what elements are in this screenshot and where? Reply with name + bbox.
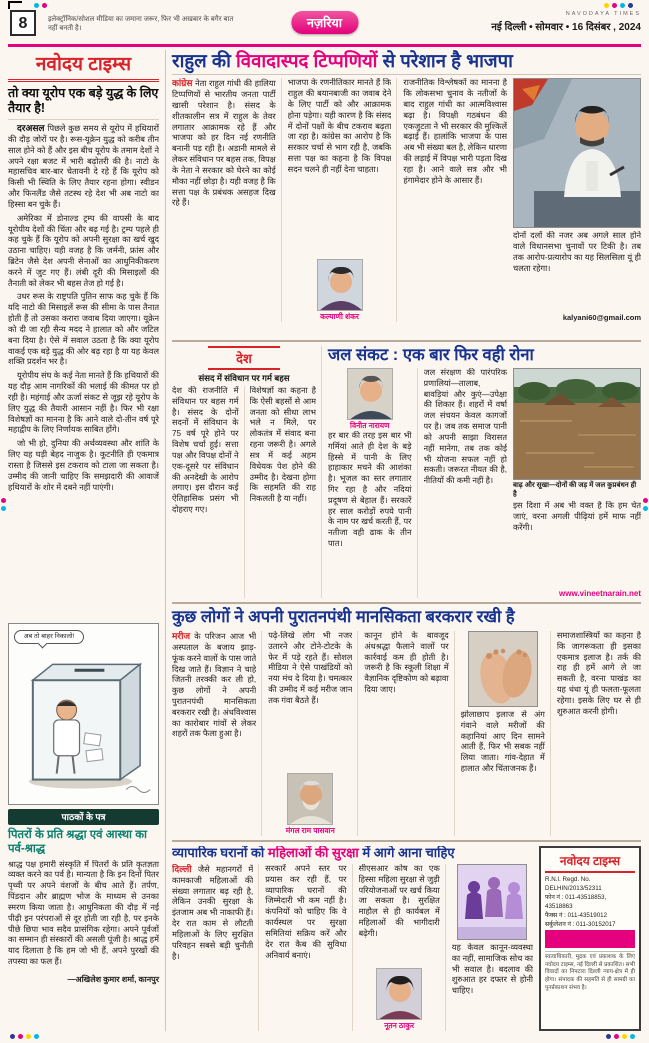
article3-lead-word: मरीज — [172, 630, 191, 641]
article4-headline-pre: व्यापारिक घरानों को — [172, 846, 268, 860]
imprint-phone: फोन नं : 011-43518853, 43518863 — [545, 893, 607, 910]
letters-body: श्राद्ध पक्ष हमारी संस्कृति में पितरों के प्रति कृतज्ञता व्यक्त करने का पर्व है। मान्यता है कि इन दिनों पितर पृथ्वी पर अपने वंशजों के बीच आते हैं। तर्पण, पिंडदान और ब्राह्मण भोज के माध्यम से उनका स्मरण किया जाता है। आधुनिकता की दौड़ में नई पीढ़ी इन परंपराओं से दूर होती जा रही है, पर इनके पीछे छिपा भाव सदैव प्रासंगिक रहेगा। अपने पूर्वजों का सम्मान ही संस्कारों की असली पूंजी है। श्राद्ध हमें याद दिलाता है कि हम जो भी हैं, अपने पुरखों की तपस्या का फल हैं। — [8, 859, 159, 967]
article1-text: दोनों दलों की नजर अब अगले साल होने वाले विधानसभा चुनावों पर टिकी है। तब तक आरोप-प्रत्यारोप का यह सिलसिला यूं ही चलता रहेगा। — [513, 231, 641, 273]
registration-dot — [1, 498, 6, 503]
desh-column-1 — [172, 386, 245, 598]
politician-photo — [513, 78, 641, 228]
article4-headline-post: में आगे आना चाहिए — [358, 846, 455, 860]
page-number: 8 — [10, 10, 36, 36]
main-content — [166, 50, 641, 1031]
letters-headline: पितरों के प्रति श्रद्धा एवं आस्था का पर्व-श्राद्ध — [8, 829, 148, 855]
registration-dot — [26, 1034, 31, 1039]
section-title: नज़रिया — [291, 11, 358, 34]
editorial-paragraph: जो भी हो, दुनिया की अर्थव्यवस्था और शांति के लिए यह घड़ी बेहद नाजुक है। कूटनीति ही एकमात्र रास्ता है जिससे इस टकराव को टाला जा सकता है। उम्मीद की जानी चाहिए कि समझदारी की आवाजें हथियारों के शोर में दबने नहीं पाएंगी। — [8, 439, 159, 492]
article4-column-2 — [265, 864, 352, 1031]
desh-mini-headline: संसद में संविधान पर गर्म बहस — [198, 373, 290, 383]
edition-dateline: नई दिल्ली • सोमवार • 16 दिसंबर , 2024 — [491, 22, 641, 33]
foot-photo — [468, 631, 538, 707]
author-name: कल्याणी शंकर — [320, 312, 359, 322]
author-name: नूतन ठाकुर — [384, 1021, 415, 1031]
article3-column-5 — [557, 631, 641, 836]
dateline-block — [491, 11, 641, 33]
article2-headline-post: : एक बार फिर वही रोना — [388, 346, 534, 364]
registration-dot — [630, 1034, 635, 1039]
article-water-crisis — [328, 346, 641, 598]
editorial-paragraph: पिछले कुछ समय से यूरोप में हथियारों की दौड़ जोरों पर है। रूस-यूक्रेन युद्ध को करीब तीन साल होने को हैं और इस बीच यूरोप के तमाम देशों ने अपने रक्षा बजट में भारी बढ़ोतरी की है। नाटो के महासचिव बार-बार चेतावनी दे रहे हैं कि यूरोप को किसी भी स्थिति के लिए तैयार रहना होगा। स्वीडन और फिनलैंड जैसे तटस्थ रहे देश भी अब नाटो का हिस्सा बन चुके हैं। — [8, 124, 159, 209]
author-photo — [376, 968, 422, 1020]
registration-dot — [10, 1034, 15, 1039]
article1-column-2 — [288, 78, 398, 322]
article4-column-3 — [359, 864, 446, 1031]
editorial-paragraph: उधर रूस के राष्ट्रपति पुतिन साफ कह चुके हैं कि यदि नाटो की मिसाइलें रूस की सीमा के पास तैनात होती हैं तो उसका करारा जवाब दिया जाएगा। यूक्रेन को दी जा रही सैन्य मदद ने हालात को और जटिल बना दिया है। ऐसे में सवाल उठता है कि क्या यूरोप वाकई एक बड़े युद्ध की ओर बढ़ रहा है या यह केवल शक्ति प्रदर्शन भर है। — [8, 292, 159, 367]
imprint-rni: R.N.I. Regd. No. DELHIN/2013/52311 — [545, 876, 602, 892]
desh-label: देश — [208, 346, 280, 370]
article4-column-4 — [452, 864, 533, 1031]
article2-headline-highlight: जल संकट — [328, 346, 389, 364]
registration-dot — [606, 1034, 611, 1039]
registration-dot — [643, 498, 648, 503]
registration-dot — [614, 1034, 619, 1039]
article4-text: जैसे महानगरों में कामकाजी महिलाओं की संख्या लगातार बढ़ रही है, लेकिन उनकी सुरक्षा के इंतजाम अब भी नाकाफी हैं। देर रात काम से लौटती महिलाओं के लिए सुरक्षित परिवहन सबसे बड़ी चुनौती है। — [172, 864, 254, 961]
article3-column-2 — [268, 631, 358, 836]
article3-column-1 — [172, 631, 262, 836]
page-header — [8, 8, 641, 42]
registration-dot — [643, 506, 648, 511]
author-website-link[interactable]: www.vineetnarain.net — [559, 589, 641, 598]
article-women-safety — [172, 846, 533, 1031]
editorial-masthead: नवोदय टाइम्स — [8, 50, 159, 82]
author-card-kalyani — [315, 259, 365, 322]
registration-dot — [18, 1034, 23, 1039]
article4-headline-highlight: महिलाओं की सुरक्षा — [267, 846, 359, 860]
article3-text: समाजशास्त्रियों का कहना है कि जागरूकता ही इसका एकमात्र इलाज है। तर्क की राह ही हमें आगे ले जा सकती है, वरना पाखंड का यह धंधा यूं ही फलता-फूलता रहेगा। इसके लिए घर से ही शुरुआत करनी होगी। — [556, 630, 641, 716]
author-card-vineet — [345, 368, 395, 431]
editorial-paragraph: यूरोपीय संघ के कई नेता मानते हैं कि हथियारों की यह दौड़ आम नागरिकों की भलाई की कीमत पर हो रही है। महंगाई और ऊर्जा संकट से जूझ रहे यूरोप के लिए युद्ध की तैयारी आसान नहीं है। फिर भी रक्षा विशेषज्ञों का मानना है कि आने वाले दो-तीन वर्ष पूरे महाद्वीप के लिए निर्णायक साबित होंगे। — [8, 371, 159, 435]
article2-text: जल संरक्षण की पारंपरिक प्रणालियां—तालाब, बावड़ियां और कुएं—उपेक्षा की शिकार हैं। शहरों में वर्षा जल संचयन केवल कागजों पर है। जब तक समाज पानी को अपनी साझा विरासत नहीं मानेगा, तब तक कोई भी योजना सफल नहीं हो सकती। जरूरत नीयत की है, नीतियों की कमी नहीं है। — [423, 367, 507, 486]
imprint-email-link[interactable]: E-mail : navodayanews@nvtimes.com — [545, 930, 635, 948]
imprint-logo: नवोदय टाइम्स — [545, 852, 635, 873]
imprint-box — [539, 846, 641, 1031]
article1-lead-word: कांग्रेस — [172, 78, 193, 89]
flood-photo — [513, 368, 641, 480]
article4-headline — [172, 846, 533, 861]
article1-text: नेता राहुल गांधी की हालिया टिप्पणियों से भारतीय जनता पार्टी खासी परेशान है। संसद के शीतकालीन सत्र में राहुल के तेवर लगातार आक्रामक रहे हैं और भाजपा को हर दिन नई रणनीति बनानी पड़ रही है। अडानी मामले से लेकर संविधान पर बहस तक, विपक्ष के नेता ने सरकार को घेरने का कोई मौका नहीं छोड़ा है। यही वजह है कि सत्ता पक्ष के प्रबंधक असहज दिख रहे हैं। — [172, 79, 276, 208]
desh-text: विशेषज्ञों का कहना है कि ऐसी बहसों से आम जनता को सीधा लाभ भले न मिले, पर लोकतंत्र में संवाद बना रहना जरूरी है। अगले सत्र में कई अहम विधेयक पेश होने की उम्मीद है। देखना होगा कि सहमति की राह निकलती है या नहीं। — [249, 386, 316, 504]
author-name: विनीत नारायण — [350, 420, 390, 430]
cartoon-speech-bubble: अब तो बाहर निकालो! — [14, 630, 84, 644]
political-cartoon — [8, 623, 159, 805]
editorial-body — [8, 119, 159, 619]
article3-text: कानून होने के बावजूद अंधश्रद्धा फैलाने वालों पर कार्रवाई कम ही होती है। जरूरी है कि स्कूली शिक्षा में वैज्ञानिक दृष्टिकोण को बढ़ावा दिया जाए। — [364, 630, 449, 695]
registration-dot — [34, 1034, 39, 1039]
author-photo — [347, 368, 393, 420]
editorial-headline: तो क्या यूरोप एक बड़े युद्ध के लिए तैयार है! — [8, 86, 159, 115]
header-rule — [8, 44, 641, 47]
imprint-disclaimer: स्वत्वाधिकारी, मुद्रक एवं प्रकाशक के लिए नवोदय टाइम्स, नई दिल्ली से प्रकाशित। सभी विवादों का निपटारा दिल्ली न्याय-क्षेत्र में ही होगा। संपादक की सहमति से ही सामग्री का पुनर्प्रकाशन संभव है। — [545, 951, 635, 992]
brand-small: NAVODAYA TIMES — [565, 11, 641, 17]
article1-headline-highlight: विवादास्पद टिप्पणियों — [236, 50, 378, 71]
article4-lead-word: दिल्ली — [172, 863, 192, 874]
article2-column-1 — [328, 368, 418, 598]
registration-dot — [622, 1034, 627, 1039]
article3-text: पढ़े-लिखे लोग भी नजर उतारने और टोने-टोटके के फेर में पड़े रहते हैं। सोशल मीडिया ने ऐसे पाखंडियों को नया मंच दे दिया है। चमत्कार की उम्मीद में कई मरीज जान तक गंवा बैठते हैं। — [268, 630, 353, 705]
desh-brief — [172, 346, 322, 598]
article1-column-1 — [172, 78, 282, 322]
author-name: मंगल राम पासवान — [285, 826, 335, 836]
author-card-mangal — [285, 773, 335, 836]
article1-headline-pre: राहुल की — [172, 50, 237, 71]
women-illustration — [457, 864, 527, 940]
article4-text: सरकारें अपने स्तर पर प्रयास कर रही हैं, पर व्यापारिक घरानों की जिम्मेदारी भी कम नहीं है। कंपनियों को चाहिए कि वे कार्यस्थल पर सुरक्षा समितियां सक्रिय करें और देर रात कैब की सुविधा अनिवार्य बनाएं। — [265, 863, 347, 960]
article1-text: राजनीतिक विश्लेषकों का मानना है कि लोकसभा चुनाव के नतीजों के बाद राहुल गांधी का आत्मविश्वास बढ़ा है। विपक्षी गठबंधन की एकजुटता ने भी सरकार की मुश्किलें बढ़ाई हैं। हालांकि भाजपा के पास अब भी संख्या बल है, लेकिन धारणा की लड़ाई में विपक्ष भारी पड़ता दिख रहा है। आने वाले सत्र और भी हंगामेदार होने के आसार हैं। — [403, 78, 507, 185]
letters-section-label: पाठकों के पत्र — [8, 809, 159, 825]
article1-column-3 — [403, 78, 507, 322]
author-email-link[interactable]: kalyani60@gmail.com — [562, 313, 641, 323]
article1-text: भाजपा के रणनीतिकार मानते हैं कि राहुल की बयानबाजी का जवाब देने के लिए पार्टी को और आक्रामक होना पड़ेगा। यही कारण है कि संसद में दोनों पक्षों के बीच टकराव बढ़ता जा रहा है। कांग्रेस का आरोप है कि सरकार चर्चा से भाग रही है, जबकि सत्ता पक्ष का कहना है कि विपक्ष सदन चलने ही नहीं देना चाहता। — [287, 78, 392, 174]
author-photo — [317, 259, 363, 311]
article4-text: सीएसआर कोष का एक हिस्सा महिला सुरक्षा से जुड़ी परियोजनाओं पर खर्च किया जा सकता है। सुरक्षित माहौल से ही कार्यबल में महिलाओं की भागीदारी बढ़ेगी। — [358, 863, 440, 938]
cartoon-drawing — [9, 624, 158, 804]
editorial-column — [8, 50, 166, 1031]
article4-text: यह केवल कानून-व्यवस्था का नहीं, सामाजिक सोच का भी सवाल है। बदलाव की शुरुआत हर दफ्तर से होनी चाहिए। — [451, 942, 533, 996]
article3-column-4 — [461, 631, 551, 836]
desh-column-2 — [250, 386, 317, 598]
article2-text: इस दिशा में अब भी वक्त है कि हम चेत जाएं, वरना अगली पीढ़ियां हमें माफ नहीं करेंगी। — [513, 501, 641, 533]
article2-headline — [328, 346, 641, 365]
article-superstition — [172, 604, 641, 842]
desh-text: देश की राजनीति में संविधान पर बहस गर्म है। संसद के दोनों सदनों में संविधान के 75 वर्ष पूरे होने पर विशेष चर्चा हुई। सत्ता पक्ष और विपक्ष दोनों ने एक-दूसरे पर संविधान की अनदेखी के आरोप लगाए। इस दौरान कई ऐतिहासिक प्रसंग भी दोहराए गए। — [172, 386, 239, 515]
article-rahul-bjp — [172, 50, 641, 342]
author-photo — [287, 773, 333, 825]
article3-text: के परिजन आज भी अस्पताल के बजाय झाड़-फूंक करने वालों के पास जाते दिख जाते हैं। विज्ञान ने चाहे जितनी तरक्की कर ली हो, कुछ लोगों ने अपनी पुरातनपंथी मानसिकता बरकरार रखी है। अंधविश्वास का कारोबार गांवों से लेकर शहरों तक फैला हुआ है। — [172, 631, 257, 739]
masthead-tagline: इलेक्ट्रॉनिक/सोशल मीडिया का जमाना जरूर, फिर भी अखबार के बगैर बात नहीं बनती है। — [48, 16, 234, 32]
editorial-paragraph: अमेरिका में डोनाल्ड ट्रम्प की वापसी के बाद यूरोपीय देशों की चिंता और बढ़ गई है। ट्रम्प पहले ही कह चुके हैं कि यूरोप को अपनी सुरक्षा का खर्च खुद उठाना चाहिए। यही वजह है कि जर्मनी, फ्रांस और ब्रिटेन जैसे देश अपनी सेनाओं का आधुनिकीकरण करने में जुट गए हैं। लंबी दूरी की मिसाइलों की तैनाती को लेकर भी बहस तेज हो गई है। — [8, 213, 159, 288]
author-card-nutan — [374, 968, 424, 1031]
article4-column-1 — [172, 864, 259, 1031]
article3-column-3 — [364, 631, 454, 836]
article3-headline: कुछ लोगों ने अपनी पुरातनपंथी मानसिकता बरकरार रखी है — [172, 608, 515, 626]
article3-text: झोलाछाप इलाज से अंग गंवाने वाले मरीजों की कहानियां आए दिन सामने आती हैं, फिर भी सबक नहीं लिया जाता। गांव-देहात में हालात और चिंताजनक हैं। — [460, 709, 545, 774]
article2-text: हर बार की तरह इस बार भी गर्मियां आते ही देश के बड़े हिस्से में पानी के लिए हाहाकार मचने की आशंका है। भूजल का स्तर लगातार गिर रहा है और नदियां प्रदूषण से बेहाल हैं। सरकारें हर साल करोड़ों रुपये पानी के नाम पर खर्च करती हैं, पर नतीजा वही ढाक के तीन पात। — [328, 430, 412, 549]
imprint-circulation: सर्कुलेशन नं : 011-30152017 — [545, 920, 616, 928]
editorial-lead-word: दरअसल — [17, 123, 45, 133]
letters-signature: —अखिलेश कुमार शर्मा, कानपुर — [67, 974, 159, 984]
imprint-fax: फैक्स नं : 011-43519012 — [545, 911, 608, 919]
article2-column-2 — [424, 368, 508, 598]
article1-headline-post: से परेशान है भाजपा — [377, 50, 513, 71]
registration-dot — [1, 506, 6, 511]
article1-headline — [172, 50, 641, 75]
flood-photo-caption: बाढ़ और सूखा—दोनों की जड़ में जल कुप्रबंधन ही है — [513, 481, 637, 498]
